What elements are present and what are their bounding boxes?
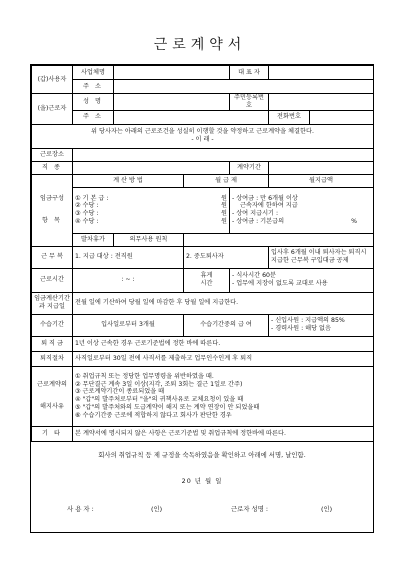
- termination-item: ① 취업규칙 또는 정당한 업무명령을 위반하였을 때.: [75, 372, 214, 380]
- employee-name-field[interactable]: [114, 94, 230, 111]
- wage-item-1: ① 기 본 급 :: [75, 194, 109, 202]
- signature-date: 20 년 월 일: [181, 476, 223, 485]
- severance-label: 퇴 직 금: [32, 336, 73, 351]
- uniform-midway: 2. 중도퇴사자: [184, 246, 269, 268]
- job-label: 직 종: [32, 161, 73, 174]
- employee-label: 근로자 성명 :: [231, 504, 269, 513]
- calc-period-label: 임금계산기간 과 지급일: [32, 292, 73, 314]
- contract-form: [30, 64, 374, 533]
- intro-text: 위 당사자는 아래의 근로조건을 성실히 이행할 것을 약정하고 근로계약을 체결한다.: [91, 128, 314, 136]
- resident-id-label: 주민등록번호: [230, 94, 269, 111]
- other-label: 기 타: [32, 426, 73, 441]
- termination-label: 근로계약의 해지사유: [32, 366, 73, 426]
- bonus-note-1: - 상여금 : 만 6개월 이상: [232, 194, 298, 202]
- contract-period-field[interactable]: [269, 161, 374, 174]
- party-a-address-field[interactable]: [114, 80, 374, 94]
- wage-items-left: ① 기 본 급 : 원 ② 수당 : 원 ③ 수당 : 원 ④ 수당 : 원: [73, 187, 230, 233]
- wage-header-amount: 월지급액: [269, 174, 374, 187]
- workplace-label: 근로장소: [32, 148, 73, 161]
- wage-header-method: 계 산 방 법: [73, 174, 184, 187]
- party-b-address-field[interactable]: [114, 110, 269, 124]
- annual-leave-value: 의무사용 원칙: [114, 233, 184, 246]
- other-text: 본 계약서에 명시되지 않은 사항은 근로기준법 및 취업규칙에 정한바에 따른다.: [73, 426, 374, 441]
- signature-statement: 회사의 취업규칙 등 제 규정을 숙독하였음을 확인하고 아래에 서명, 날인함.: [98, 450, 306, 459]
- ceo-label: 대 표 자: [230, 66, 269, 80]
- termination-item: ④ "갑"의 발주처로부터 "을"의 귀책사유로 교체요청이 있을 때: [75, 396, 244, 403]
- rest-text: - 식사시간 60분 - 업무에 지장이 없도록 교대로 사용: [230, 268, 374, 292]
- employee-seal[interactable]: (인): [321, 504, 333, 513]
- wage-header-monthly: 월 급 제: [184, 174, 269, 187]
- rest-label: 휴게 시간: [184, 268, 230, 292]
- bonus-note-2: 근속자에 한하여 지급: [240, 202, 298, 210]
- party-a-address-label: 주 소: [73, 80, 114, 94]
- employer-seal[interactable]: (인): [151, 504, 163, 513]
- worktime-label: 근로시간: [32, 268, 73, 292]
- party-a-label: (갑)사용자: [32, 66, 73, 94]
- wage-item-4: ④ 수당 :: [75, 217, 99, 225]
- annual-leave-label: 발차휴가: [73, 233, 114, 246]
- wage-label-top: 임금구성: [40, 195, 64, 203]
- probation-label: 수습기간: [32, 314, 73, 336]
- probation-period: 입사일로부터 3개월: [73, 314, 184, 336]
- document-title: 근로계약서: [153, 37, 247, 53]
- probation-pay-text: - 신입사원 : 지급액의 85% - 경력사원 : 해당 없음: [269, 314, 374, 336]
- probation-pay-label: 수습기간중의 급 여: [184, 314, 269, 336]
- wage-item-2: ② 수당 :: [75, 202, 99, 210]
- job-field[interactable]: [73, 161, 230, 174]
- wage-label: [32, 174, 73, 246]
- wage-items-right: - 상여금 : 만 6개월 이상 근속자에 한하여 지급 - 상여 지급시기 : - 상여금 : 기본급의 %: [230, 187, 374, 233]
- termination-list: [73, 366, 374, 426]
- party-b-label: (을)근로자: [32, 94, 73, 125]
- company-name-label: 사업체명: [73, 66, 114, 80]
- wage-label-bottom: 항 목: [42, 217, 62, 224]
- calc-period-text: 전월 일에 기산하여 당월 일에 마감한 후 당월 일에 지급한다.: [73, 292, 374, 314]
- company-name-field[interactable]: [114, 66, 230, 80]
- resign-text: 사직일로부터 30일 전에 사직서를 제출하고 업무인수인계 후 퇴직: [73, 351, 374, 366]
- employer-label: 사 용 자 :: [67, 504, 94, 513]
- resign-label: 퇴직절차: [32, 351, 73, 366]
- phone-field[interactable]: [310, 110, 374, 124]
- uniform-label: 근 무 복: [32, 246, 73, 268]
- bonus-note-3: - 상여 지급시기 :: [232, 210, 279, 217]
- employee-name-label: 성 명: [73, 94, 114, 111]
- termination-item: ⑥ 수습기간중 근로에 적합하지 않다고 회사가 판단한 경우: [75, 411, 232, 419]
- intro-subtext: - 이 래 -: [191, 136, 214, 143]
- wage-item-3: ③ 수당 :: [75, 210, 99, 217]
- party-b-address-label: 주 소: [73, 110, 114, 124]
- ceo-field[interactable]: [269, 66, 374, 80]
- severance-text: 1년 이상 근속한 경우 근로기준법에 정한 바에 따른다.: [73, 336, 374, 351]
- intro-block: [32, 124, 374, 148]
- uniform-target: 1. 지급 대상 : 전직원: [73, 246, 184, 268]
- worktime-field[interactable]: : ~ :: [73, 268, 184, 292]
- bonus-note-4: - 상여금 : 기본급의: [232, 217, 285, 225]
- workplace-field[interactable]: [73, 148, 374, 161]
- phone-label: 전화번호: [269, 110, 310, 124]
- uniform-deduction: 입사후 6개월 이내 퇴사자는 퇴직시 지급한 근무복 구입대금 공제: [269, 246, 374, 268]
- termination-item: ⑤ "갑"의 발주처와의 도급계약이 해지 또는 계약 연장이 안 되었을때: [75, 403, 260, 411]
- termination-item: ② 무단결근 계속 3일 이상(지각, 조퇴 3회는 결근 1일로 간주): [75, 380, 243, 388]
- contract-period-label: 계약기간: [230, 161, 269, 174]
- resident-id-field[interactable]: [269, 94, 374, 111]
- termination-item: ③ 근로계약기간이 종료되었을 때: [75, 388, 165, 396]
- signature-block: [31, 442, 373, 532]
